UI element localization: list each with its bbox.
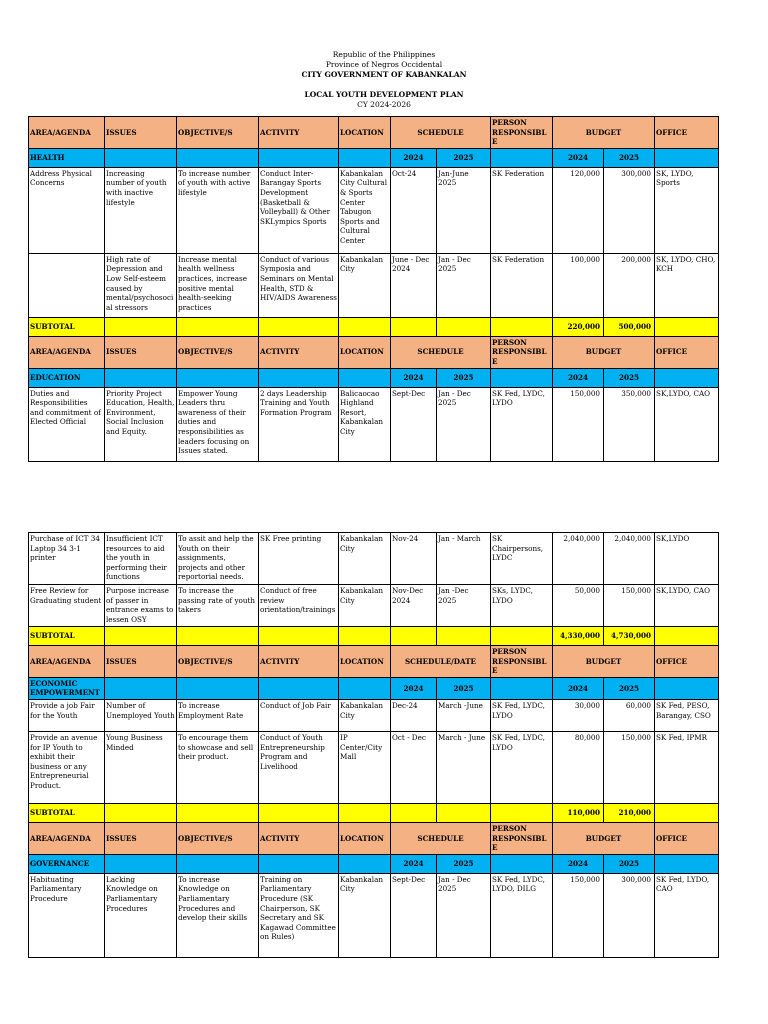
- subtotal-2025: 4,730,000: [604, 627, 655, 646]
- col-budget: BUDGET: [553, 336, 655, 368]
- subtotal-2024: 220,000: [553, 317, 604, 336]
- col-area: AREA/AGENDA: [29, 336, 105, 368]
- cell-office: SK Fed, PESO, Barangay, CSO: [655, 699, 719, 731]
- cell-schedule-2024: Nov-Dec 2024: [391, 585, 437, 627]
- category-label: EDUCATION: [29, 368, 105, 387]
- col-activity: ACTIVITY: [259, 117, 339, 149]
- cell-location: Kabankalan City Cultural & Sports Center Tabugon Sports and Cultural Center: [339, 167, 391, 253]
- cell-issues: Young Business Minded: [105, 731, 177, 803]
- cell-issues: Purpose increase of passer in entrance exams to lessen OSY: [105, 585, 177, 627]
- column-header-row: [29, 822, 719, 854]
- subtotal-row-education: [29, 627, 719, 646]
- col-budget: BUDGET: [553, 646, 655, 678]
- cell-budget-2024: 150,000: [553, 387, 604, 461]
- cell-budget-2024: 80,000: [553, 731, 604, 803]
- cell-office: SK, LYDO, Sports: [655, 167, 719, 253]
- cell-schedule-2025: Jan - Dec 2025: [437, 387, 491, 461]
- category-row-education: [29, 368, 719, 387]
- cell-schedule-2024: Sept-Dec: [391, 387, 437, 461]
- cell-objective: To increase number of youth with active lifestyle: [177, 167, 259, 253]
- cell-location: Kabankalan City: [339, 873, 391, 957]
- cell-budget-2024: 100,000: [553, 253, 604, 317]
- col-budget: BUDGET: [553, 822, 655, 854]
- col-office: OFFICE: [655, 117, 719, 149]
- subtotal-label: SUBTOTAL: [29, 317, 105, 336]
- cell-schedule-2025: Jan - Dec 2025: [437, 873, 491, 957]
- cell-objective: To increase the passing rate of youth takers: [177, 585, 259, 627]
- year-2025: 2025: [437, 854, 491, 873]
- header-province: Province of Negros Occidental: [325, 60, 443, 69]
- cell-person: SKs, LYDC, LYDO: [491, 585, 553, 627]
- cell-objective: To increase Employment Rate: [177, 699, 259, 731]
- category-row-economic: [29, 677, 719, 699]
- subtotal-label: SUBTOTAL: [29, 803, 105, 822]
- header-city-government: CITY GOVERNMENT OF KABANKALAN: [301, 70, 467, 79]
- subtotal-2025: 500,000: [604, 317, 655, 336]
- cell-issues: Number of Unemployed Youth: [105, 699, 177, 731]
- col-schedule: SCHEDULE: [391, 117, 491, 149]
- cell-activity: Conduct of Job Fair: [259, 699, 339, 731]
- col-location: LOCATION: [339, 646, 391, 678]
- col-objective: OBJECTIVE/S: [177, 336, 259, 368]
- col-objective: OBJECTIVE/S: [177, 117, 259, 149]
- category-label: HEALTH: [29, 148, 105, 167]
- year-2025: 2025: [437, 677, 491, 699]
- table-row: [29, 585, 719, 627]
- cell-budget-2025: 300,000: [604, 873, 655, 957]
- cell-area: Address Physical Concerns: [29, 167, 105, 253]
- cell-office: SK Fed, IPMR: [655, 731, 719, 803]
- cell-location: Kabankalan City: [339, 585, 391, 627]
- cell-budget-2025: 150,000: [604, 731, 655, 803]
- cell-activity: Training on Parliamentary Procedure (SK Chairperson, SK Secretary and SK Kagawad Committee on Rules): [259, 873, 339, 957]
- table-row: [29, 873, 719, 957]
- header-plan-title: LOCAL YOUTH DEVELOPMENT PLAN: [304, 90, 464, 99]
- category-row-health: [29, 148, 719, 167]
- cell-schedule-2025: Jan-June 2025: [437, 167, 491, 253]
- year-2025: 2025: [604, 368, 655, 387]
- cell-budget-2024: 2,040,000: [553, 533, 604, 585]
- cell-person: SK Fed, LYDC, LYDO, DILG: [491, 873, 553, 957]
- year-2024: 2024: [391, 368, 437, 387]
- col-issues: ISSUES: [105, 646, 177, 678]
- cell-issues: Insufficient ICT resources to aid the youth in performing their functions: [105, 533, 177, 585]
- year-2024: 2024: [553, 148, 604, 167]
- year-2024: 2024: [553, 854, 604, 873]
- subtotal-2024: 110,000: [553, 803, 604, 822]
- table-row: [29, 731, 719, 803]
- cell-budget-2025: 60,000: [604, 699, 655, 731]
- col-issues: ISSUES: [105, 336, 177, 368]
- cell-activity: Conduct Inter-Barangay Sports Development (Basketball & Volleyball) & Other SKLympics Sports: [259, 167, 339, 253]
- subtotal-label: SUBTOTAL: [29, 627, 105, 646]
- col-schedule: SCHEDULE: [391, 822, 491, 854]
- col-person: PERSON RESPONSIBLE: [491, 646, 553, 678]
- year-2024: 2024: [391, 677, 437, 699]
- cell-schedule-2024: June - Dec 2024: [391, 253, 437, 317]
- cell-issues: Priority Project Education, Health, Environment, Social Inclusion and Equity.: [105, 387, 177, 461]
- category-label: GOVERNANCE: [29, 854, 105, 873]
- cell-schedule-2025: Jan - Dec 2025: [437, 253, 491, 317]
- table-row: [29, 387, 719, 461]
- header-plan-years: CY 2024-2026: [357, 100, 411, 109]
- cell-office: SK,LYDO: [655, 533, 719, 585]
- cell-person: SK Fed, LYDC, LYDO: [491, 731, 553, 803]
- cell-activity: Conduct of free review orientation/trainings: [259, 585, 339, 627]
- col-area: AREA/AGENDA: [29, 822, 105, 854]
- cell-budget-2024: 30,000: [553, 699, 604, 731]
- cell-issues: High rate of Depression and Low Self-esteem caused by mental/psychosoci al stressors: [105, 253, 177, 317]
- col-area: AREA/AGENDA: [29, 646, 105, 678]
- cell-location: Kabankalan City: [339, 533, 391, 585]
- cell-area: Duties and Responsibilities and commitment of Elected Official: [29, 387, 105, 461]
- cell-budget-2024: 150,000: [553, 873, 604, 957]
- col-schedule: SCHEDULE: [391, 336, 491, 368]
- cell-area: Provide a job Fair for the Youth: [29, 699, 105, 731]
- cell-schedule-2024: Oct-24: [391, 167, 437, 253]
- cell-person: SK Fed, LYDC, LYDO: [491, 387, 553, 461]
- category-row-governance: [29, 854, 719, 873]
- cell-budget-2025: 2,040,000: [604, 533, 655, 585]
- cell-budget-2024: 120,000: [553, 167, 604, 253]
- col-activity: ACTIVITY: [259, 646, 339, 678]
- col-office: OFFICE: [655, 822, 719, 854]
- cell-objective: Empower Young Leaders thru awareness of their duties and responsibilities as leaders focusing on Issues stated.: [177, 387, 259, 461]
- cell-schedule-2024: Nov-24: [391, 533, 437, 585]
- cell-budget-2025: 300,000: [604, 167, 655, 253]
- cell-activity: 2 days Leadership Training and Youth Formation Program: [259, 387, 339, 461]
- year-2024: 2024: [553, 677, 604, 699]
- cell-budget-2025: 150,000: [604, 585, 655, 627]
- col-objective: OBJECTIVE/S: [177, 822, 259, 854]
- cell-schedule-2025: March -June: [437, 699, 491, 731]
- cell-objective: Increase mental health wellness practices, increase positive mental health-seeking practices: [177, 253, 259, 317]
- cell-schedule-2024: Dec-24: [391, 699, 437, 731]
- cell-office: SK Fed, LYDO, CAO: [655, 873, 719, 957]
- col-area: AREA/AGENDA: [29, 117, 105, 149]
- year-2024: 2024: [391, 148, 437, 167]
- col-person: PERSON RESPONSIBLE: [491, 822, 553, 854]
- col-location: LOCATION: [339, 822, 391, 854]
- col-person: PERSON RESPONSIBLE: [491, 336, 553, 368]
- cell-schedule-2025: Jan - March: [437, 533, 491, 585]
- cell-activity: Conduct of various Symposia and Seminars on Mental Health, STD & HIV/AIDS Awareness: [259, 253, 339, 317]
- col-issues: ISSUES: [105, 822, 177, 854]
- cell-objective: To encourage them to showcase and sell their product.: [177, 731, 259, 803]
- col-office: OFFICE: [655, 336, 719, 368]
- col-budget: BUDGET: [553, 117, 655, 149]
- cell-area: [29, 253, 105, 317]
- cell-activity: SK Free printing: [259, 533, 339, 585]
- document-header: [0, 50, 768, 110]
- subtotal-row-health: [29, 317, 719, 336]
- cell-area: Habituating Parliamentary Procedure: [29, 873, 105, 957]
- column-header-row: [29, 117, 719, 149]
- col-office: OFFICE: [655, 646, 719, 678]
- cell-person: SK Fed, LYDC, LYDO: [491, 699, 553, 731]
- cell-budget-2024: 50,000: [553, 585, 604, 627]
- cell-office: SK, LYDO, CHO, KCH: [655, 253, 719, 317]
- col-objective: OBJECTIVE/S: [177, 646, 259, 678]
- cell-area: Purchase of ICT 34 Laptop 34 3-1 printer: [29, 533, 105, 585]
- cell-area: Free Review for Graduating student: [29, 585, 105, 627]
- cell-issues: Increasing number of youth with inactive lifestyle: [105, 167, 177, 253]
- column-header-row: [29, 646, 719, 678]
- year-2025: 2025: [604, 854, 655, 873]
- col-activity: ACTIVITY: [259, 336, 339, 368]
- col-issues: ISSUES: [105, 117, 177, 149]
- table-row: [29, 699, 719, 731]
- year-2025: 2025: [437, 368, 491, 387]
- cell-person: SK Federation: [491, 253, 553, 317]
- cell-person: SK Federation: [491, 167, 553, 253]
- plan-table-part-2: [28, 532, 719, 958]
- year-2025: 2025: [604, 677, 655, 699]
- col-schedule-date: SCHEDULE/DATE: [391, 646, 491, 678]
- col-location: LOCATION: [339, 336, 391, 368]
- cell-schedule-2025: March - June: [437, 731, 491, 803]
- column-header-row: [29, 336, 719, 368]
- subtotal-2024: 4,330,000: [553, 627, 604, 646]
- year-2025: 2025: [604, 148, 655, 167]
- cell-schedule-2024: Oct - Dec: [391, 731, 437, 803]
- cell-budget-2025: 350,000: [604, 387, 655, 461]
- subtotal-2025: 210,000: [604, 803, 655, 822]
- year-2024: 2024: [391, 854, 437, 873]
- col-person: PERSON RESPONSIBLE: [491, 117, 553, 149]
- cell-objective: To increase Knowledge on Parliamentary Procedures and develop their skills: [177, 873, 259, 957]
- cell-area: Provide an avenue for IP Youth to exhibit their business or any Entrepreneurial Product.: [29, 731, 105, 803]
- table-row: [29, 533, 719, 585]
- subtotal-row-economic: [29, 803, 719, 822]
- cell-location: Kabankalan City: [339, 699, 391, 731]
- cell-budget-2025: 200,000: [604, 253, 655, 317]
- year-2024: 2024: [553, 368, 604, 387]
- cell-schedule-2024: Sept-Dec: [391, 873, 437, 957]
- cell-person: SK Chairpersons, LYDC: [491, 533, 553, 585]
- table-row: [29, 253, 719, 317]
- cell-activity: Conduct of Youth Entrepreneurship Program and Livelihood: [259, 731, 339, 803]
- cell-objective: To assit and help the Youth on their assignments, projects and other reportorial needs.: [177, 533, 259, 585]
- plan-table-part-1: [28, 116, 719, 462]
- cell-schedule-2025: Jan -Dec 2025: [437, 585, 491, 627]
- col-activity: ACTIVITY: [259, 822, 339, 854]
- cell-location: Kabankalan City: [339, 253, 391, 317]
- table-row: [29, 167, 719, 253]
- category-label: ECONOMIC EMPOWERMENT: [29, 677, 105, 699]
- cell-location: Balicaocao Highland Resort, Kabankalan City: [339, 387, 391, 461]
- cell-location: IP Center/City Mall: [339, 731, 391, 803]
- year-2025: 2025: [437, 148, 491, 167]
- cell-office: SK,LYDO, CAO: [655, 387, 719, 461]
- cell-office: SK,LYDO, CAO: [655, 585, 719, 627]
- cell-issues: Lacking Knowledge on Parliamentary Procedures: [105, 873, 177, 957]
- col-location: LOCATION: [339, 117, 391, 149]
- header-republic: Republic of the Philippines: [332, 50, 436, 59]
